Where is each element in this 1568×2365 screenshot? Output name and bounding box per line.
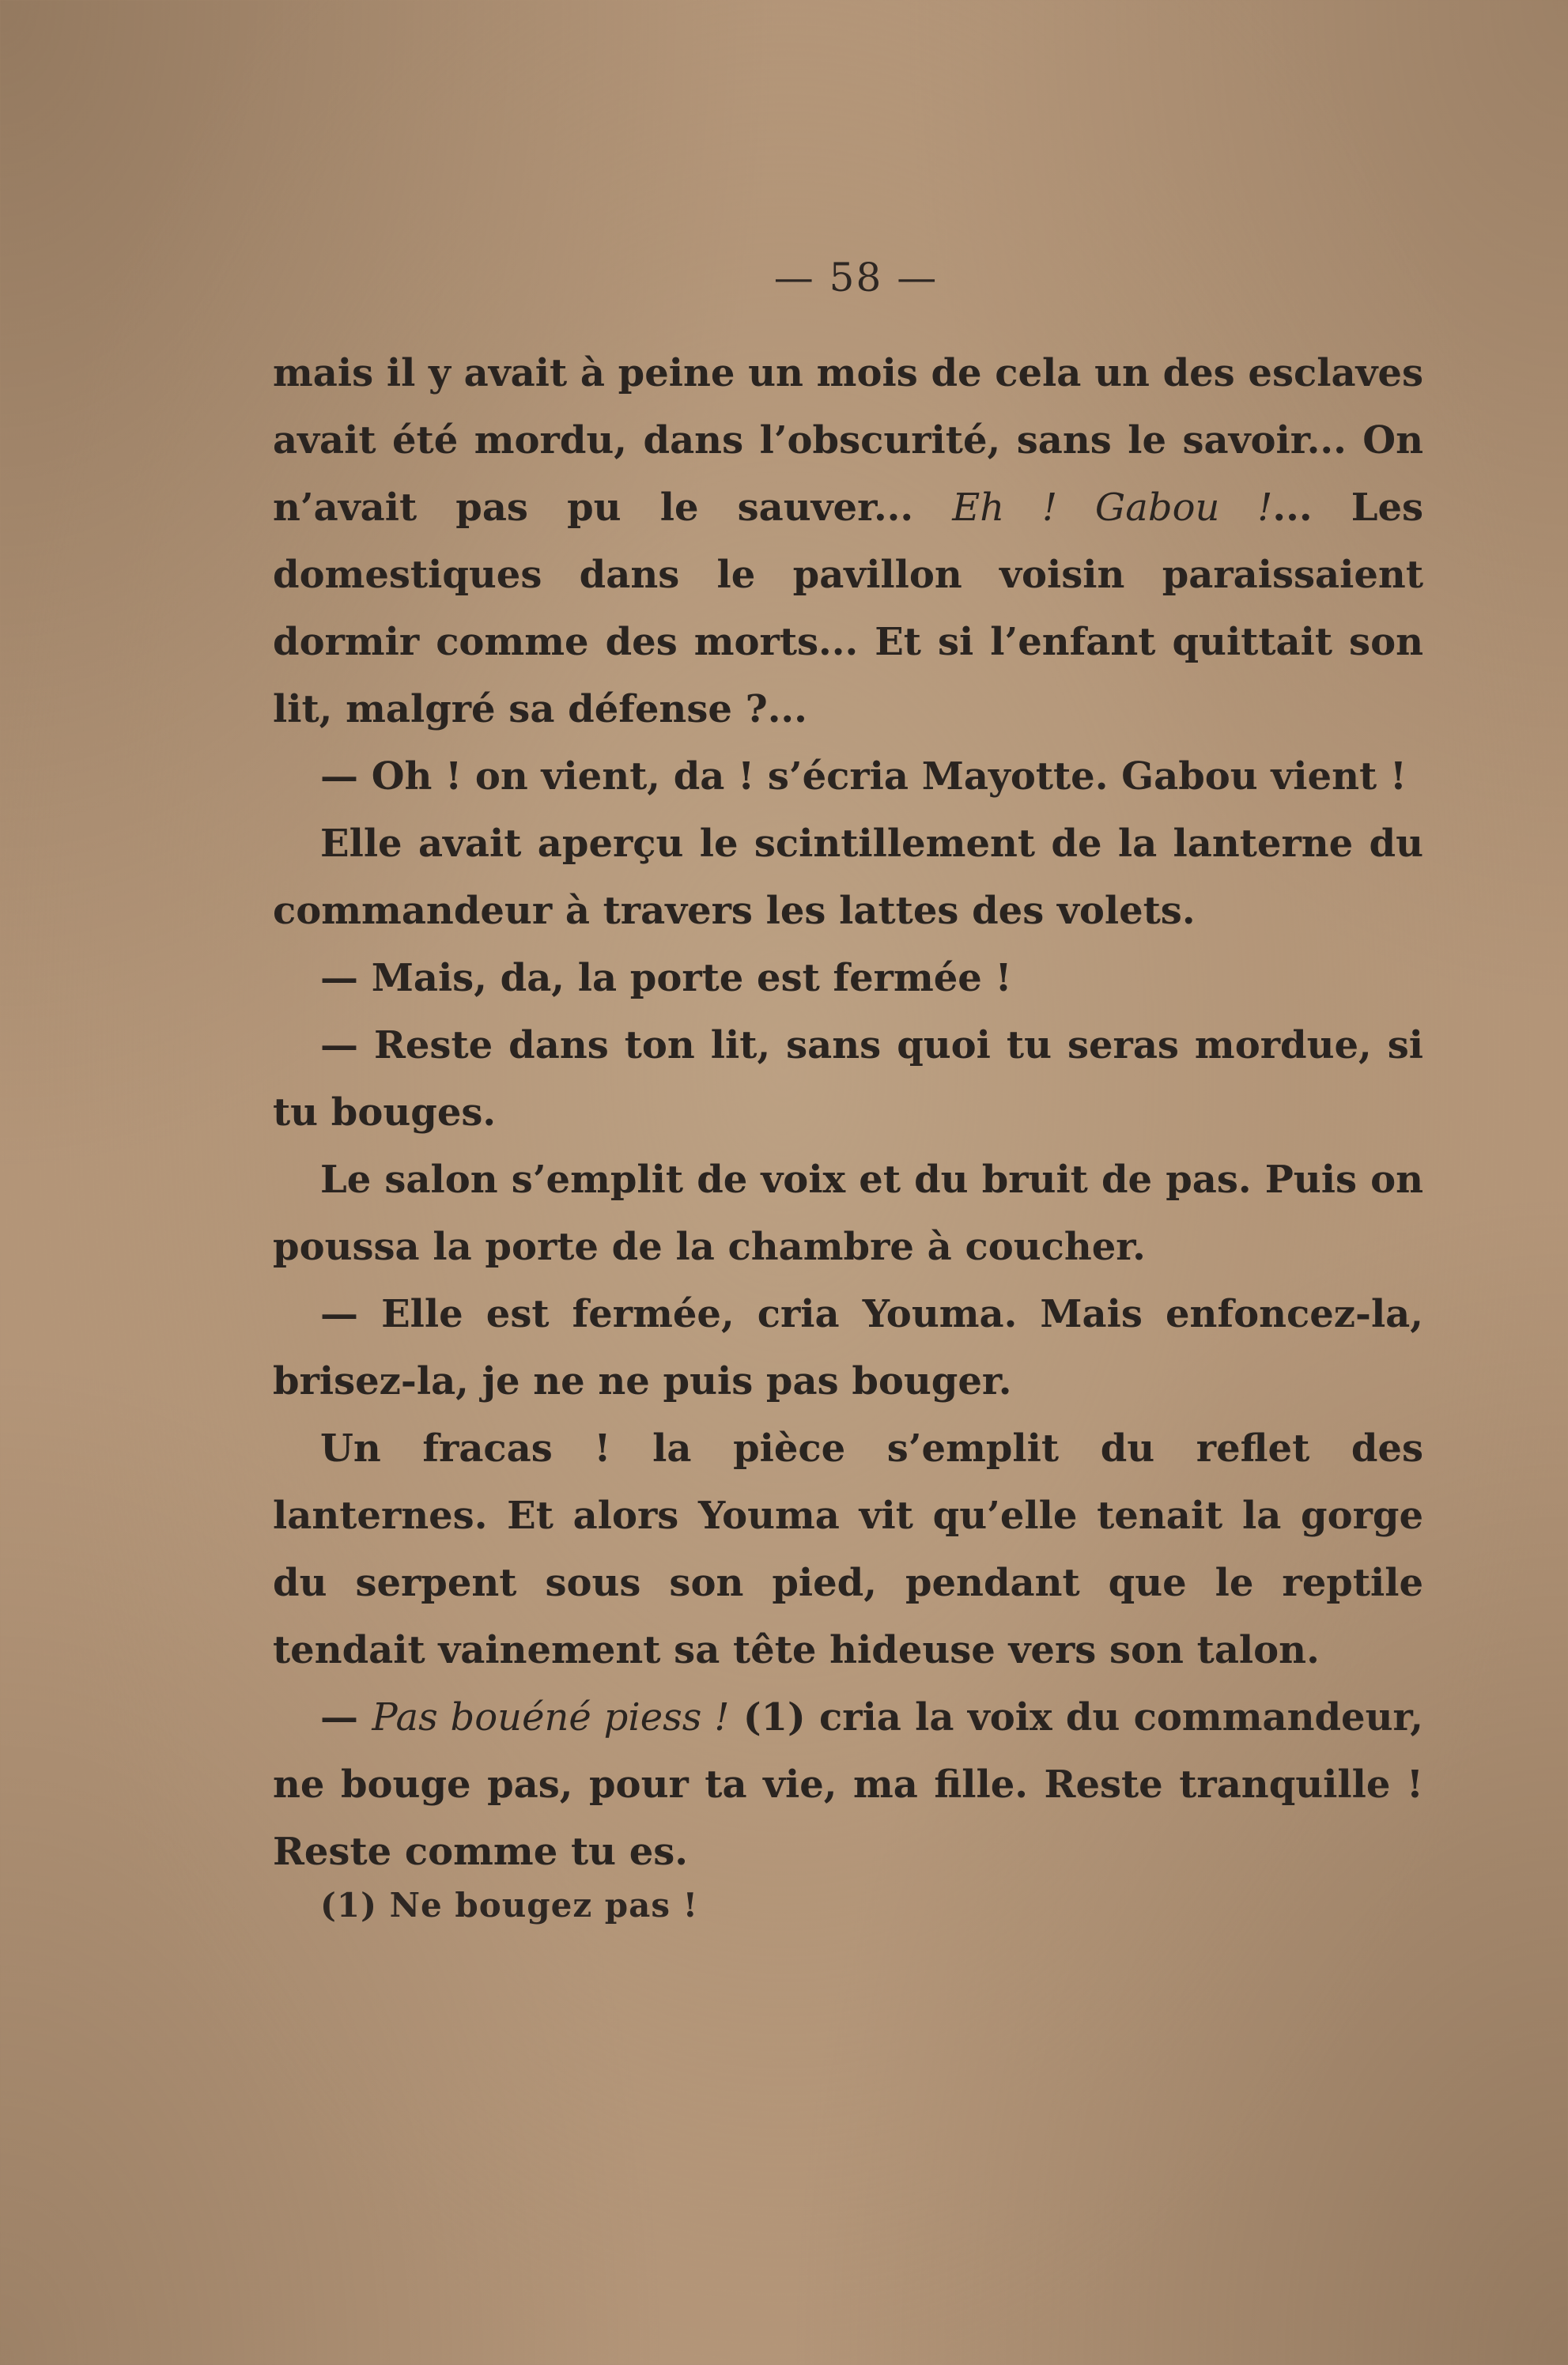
paragraph-3: Elle avait aperçu le scintillement de la lanterne du commandeur à travers les lattes des volets. [273,822,1423,933]
paragraph-4: — Mais, da, la porte est fermée ! [320,956,1012,1000]
paragraph-2: — Oh ! on vient, da ! s’écria Mayotte. Gabou vient ! [320,754,1407,799]
paragraph-9-italic: Pas bouéné piess ! [372,1695,730,1740]
paragraph-1 [273,340,1423,743]
paragraph-9-dash: — [320,1695,372,1740]
paragraph-6: Le salon s’emplit de voix et du bruit de pas. Puis on poussa la porte de la chambre à coucher. [273,1158,1423,1269]
page-number: — 58 — [773,255,939,300]
body-text [273,340,1423,1886]
footnote: (1) Ne bougez pas ! [320,1886,699,1925]
paragraph-5: — Reste dans ton lit, sans quoi tu seras mordue, si tu bouges. [273,1023,1423,1135]
paragraph-7: — Elle est fermée, cria Youma. Mais enfoncez-la, brisez-la, je ne ne puis pas bouger. [273,1292,1423,1404]
paragraph-8: Un fracas ! la pièce s’emplit du reflet des lanternes. Et alors Youma vit qu’elle tenait la gorge du serpent sous son pied, pendant que le reptile tendait vainement sa tête hideuse vers son talon. [273,1426,1423,1672]
paragraph-9-part-b: (1) cria la voix du commandeur, ne bouge pas, pour ta vie, ma fille. Reste tranquille ! Reste comme tu es. [273,1695,1423,1874]
paragraph-1-part-a: mais il y avait à peine un mois de cela un des esclaves avait été mordu, dans l’obscurité, sans le savoir... On n’avait pas pu le sauver... [273,351,1423,530]
paragraph-9 [273,1684,1423,1886]
paragraph-1-part-b: ... Les domestiques dans le pavillon voisin paraissaient dormir comme des morts... Et si l’enfant quittait son lit, malgré sa défense ?... [273,485,1424,731]
paragraph-1-italic: Eh ! Gabou ! [952,485,1273,530]
